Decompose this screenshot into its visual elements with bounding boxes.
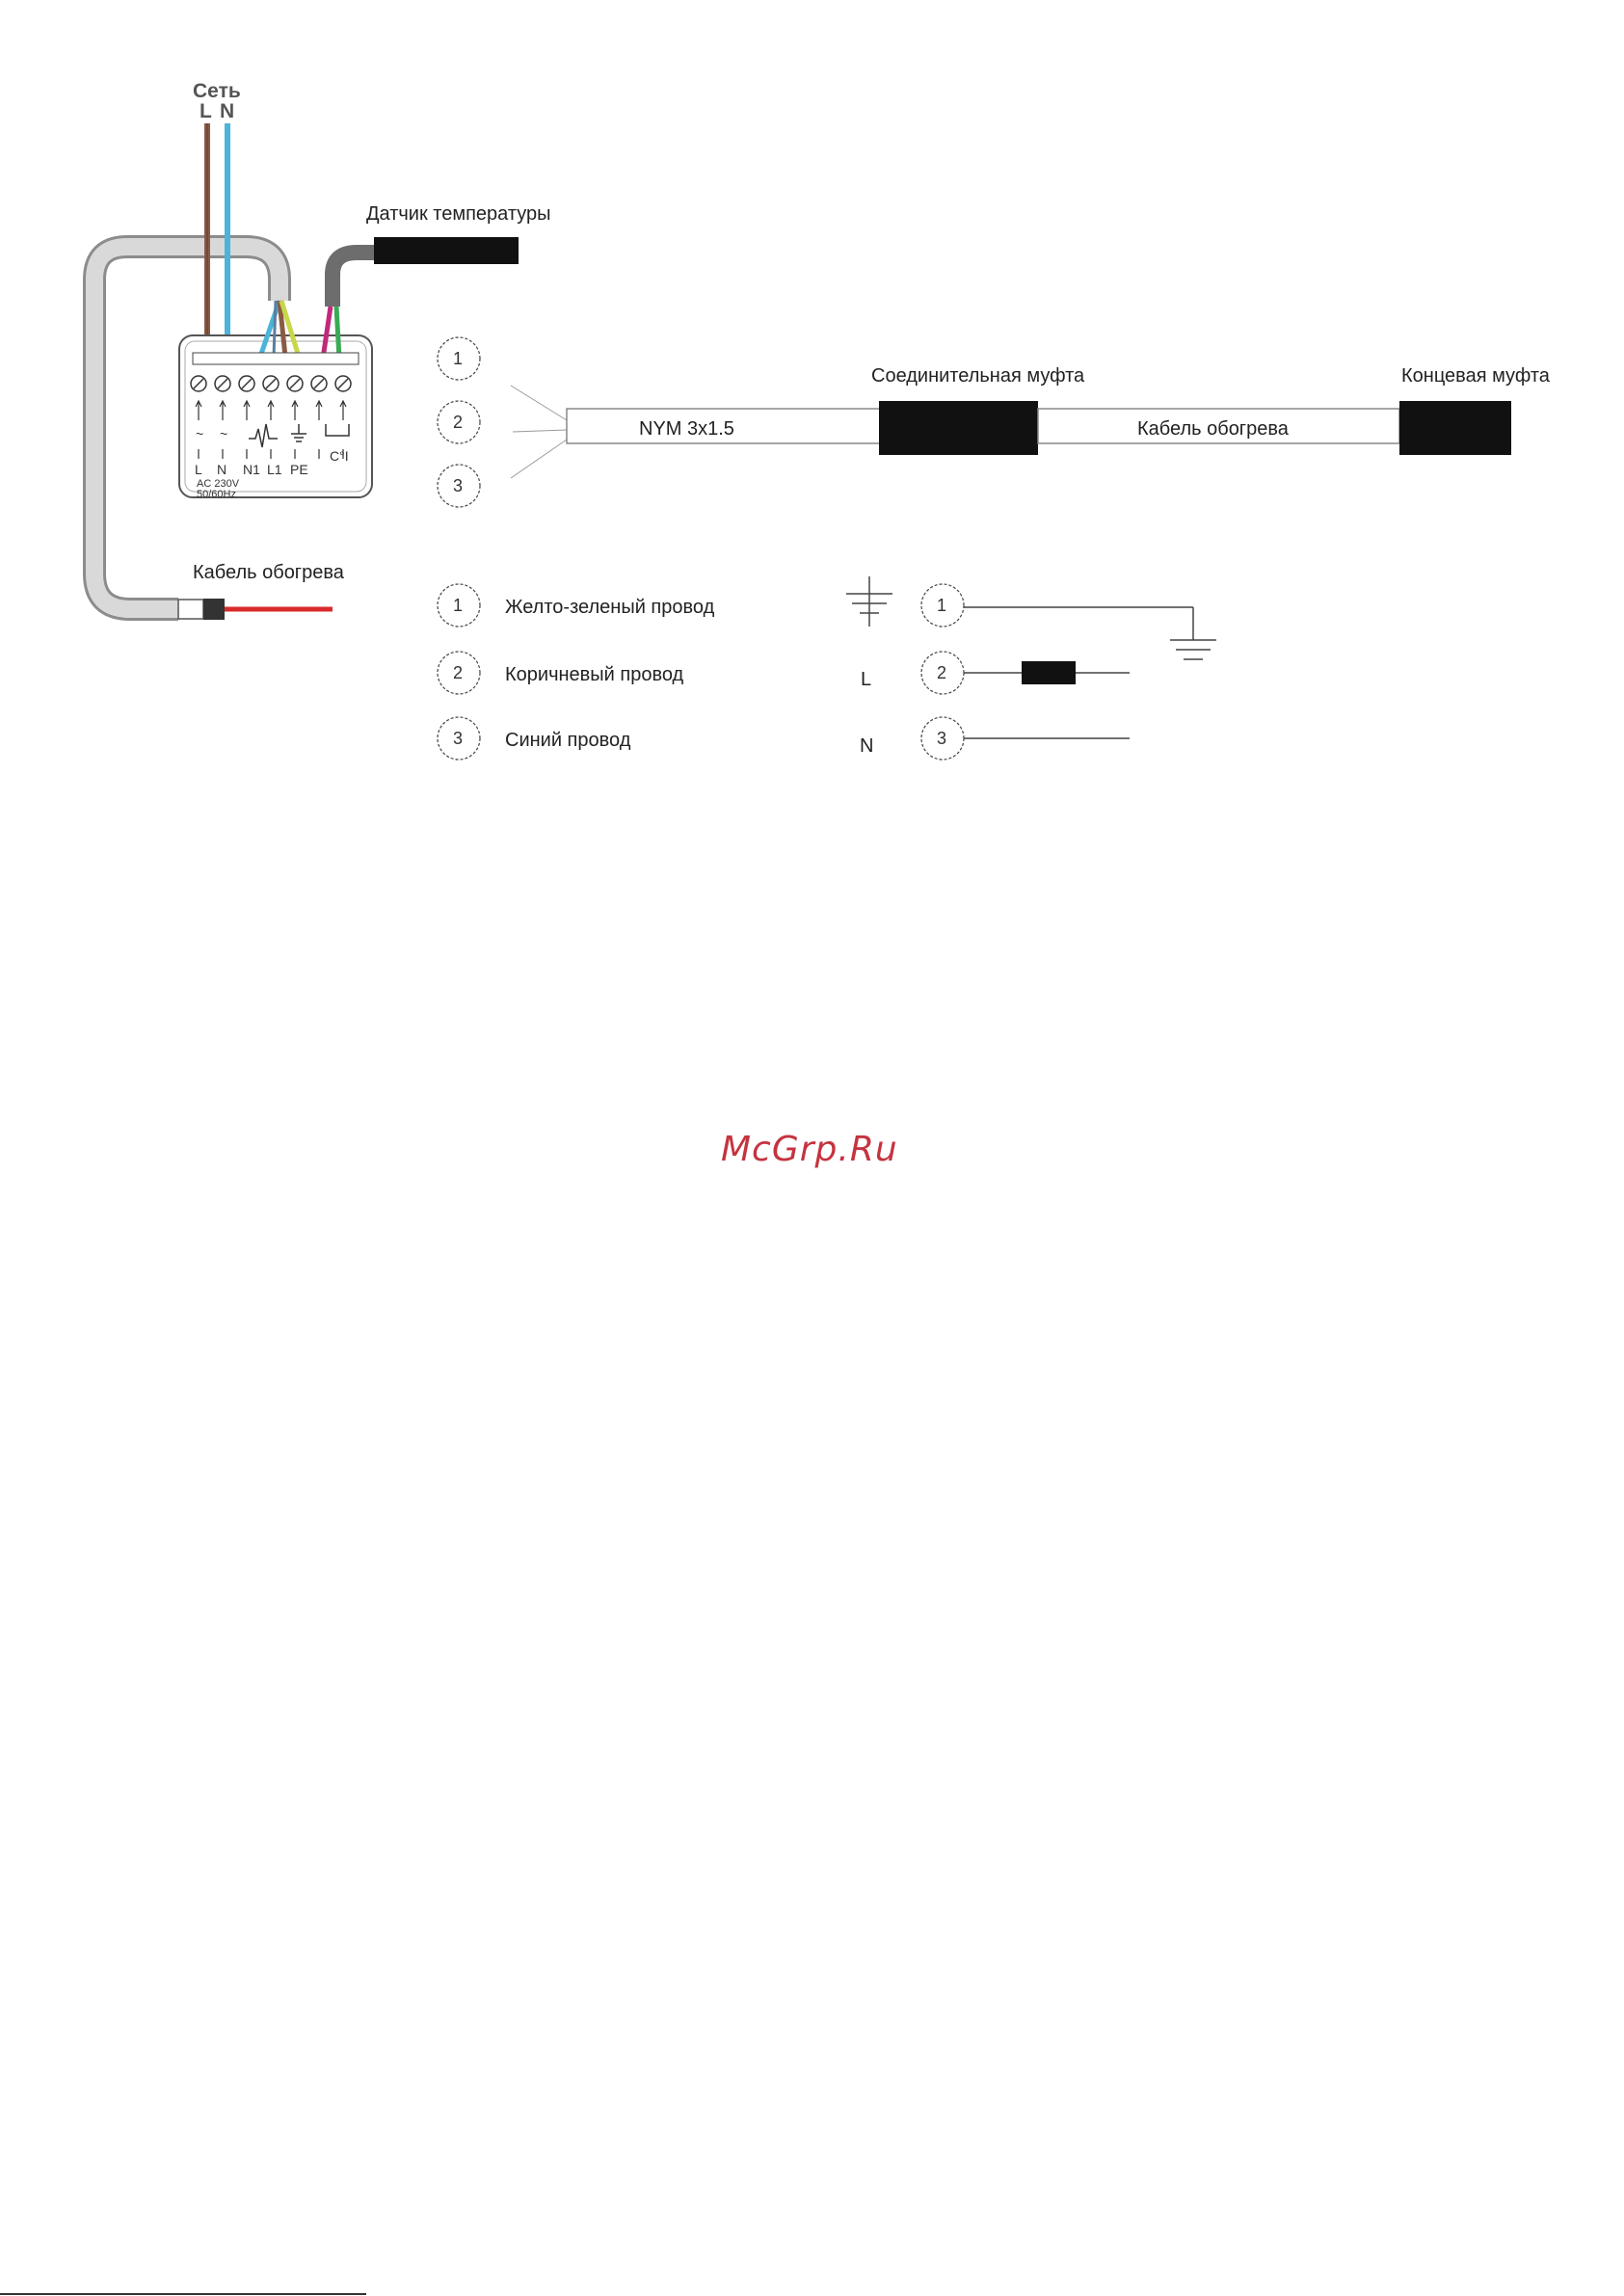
terminal-label-n1: N1 (243, 462, 260, 477)
legend-text-2: Коричневый провод (505, 664, 684, 685)
terminal-label-sensor: C°I (330, 448, 349, 464)
cable-number-2 (438, 401, 480, 443)
end-sleeve (1399, 401, 1511, 455)
ground-icon-legend (846, 576, 892, 627)
watermark: McGrp.Ru (721, 1130, 898, 1169)
sensor-probe (374, 237, 519, 264)
network-n-label: N (220, 100, 235, 122)
network-title: Сеть (193, 80, 241, 102)
svg-text:3: 3 (453, 476, 464, 495)
connecting-sleeve-label: Соединительная муфта (871, 365, 1085, 387)
legend-right-num-1: 1 (937, 596, 947, 615)
legend-row-1 (438, 576, 1216, 659)
heating-cable-label: Кабель обогрева (1137, 418, 1289, 440)
terminal-label-n: N (217, 462, 227, 477)
resistor-icon (1022, 661, 1076, 684)
end-sleeve-label: Концевая муфта (1401, 365, 1550, 387)
ground-icon-line-1 (1170, 607, 1216, 659)
legend-row-2 (438, 652, 1130, 694)
terminal-label-pe: PE (290, 462, 308, 477)
sensor-cable (333, 253, 376, 307)
terminal-rating: AC 230V (197, 478, 240, 490)
legend-num-2: 2 (453, 663, 464, 682)
legend-text-3: Синий провод (505, 730, 631, 751)
svg-text:2: 2 (453, 413, 464, 432)
terminal-symbol-2: ~ (220, 426, 228, 441)
cable-number-3 (438, 465, 480, 507)
sensor-label: Датчик температуры (366, 203, 551, 225)
heating-cable-sleeve-left (203, 599, 225, 620)
sensor-green-wire (336, 307, 339, 359)
legend-num-1: 1 (453, 596, 464, 615)
legend-text-1: Желто-зеленый провод (505, 597, 715, 618)
nym-label: NYM 3x1.5 (639, 418, 734, 440)
terminal-symbol-1: ~ (196, 426, 204, 441)
legend-right-num-2: 2 (937, 663, 947, 682)
terminal-label-l1: L1 (267, 462, 282, 477)
connecting-sleeve (879, 401, 1038, 455)
heating-cable-label-left: Кабель обогрева (193, 562, 344, 583)
svg-text:1: 1 (453, 349, 464, 368)
legend-num-3: 3 (453, 729, 464, 748)
cable-fan-lines (511, 386, 567, 478)
legend-symbol-n: N (860, 735, 874, 757)
cable-number-1 (438, 337, 480, 380)
legend-symbol-l: L (861, 669, 872, 690)
network-l-label: L (200, 100, 212, 122)
legend-row-3 (438, 717, 1130, 760)
legend-right-num-3: 3 (937, 729, 947, 748)
terminal-frequency: 50/60Hz (197, 489, 236, 500)
terminal-label-l: L (195, 462, 202, 477)
